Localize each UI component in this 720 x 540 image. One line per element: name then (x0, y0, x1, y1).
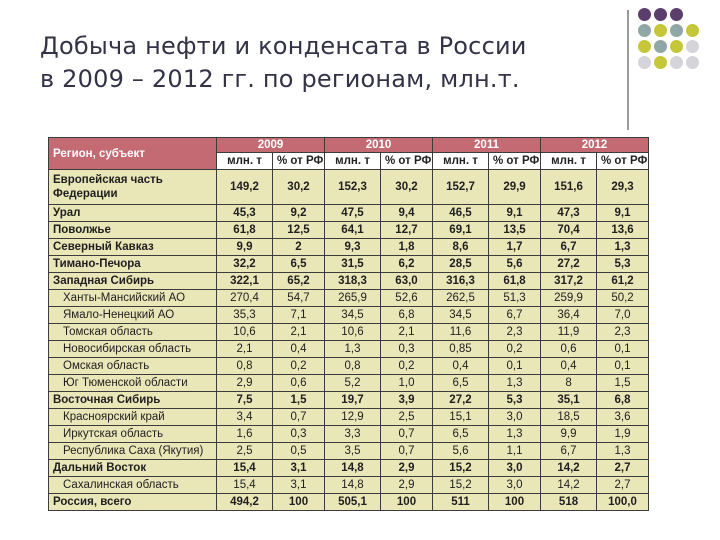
value-mt-cell: 14,2 (541, 460, 597, 477)
value-mt-cell: 31,5 (325, 256, 381, 273)
region-column-header: Регион, субъект (49, 138, 217, 170)
value-pct-cell: 2,9 (381, 477, 433, 494)
value-mt-cell: 259,9 (541, 290, 597, 307)
value-pct-cell: 100 (489, 494, 541, 511)
value-mt-cell: 151,6 (541, 170, 597, 205)
value-pct-cell: 6,8 (597, 392, 649, 409)
table-row (49, 375, 649, 392)
value-pct-cell: 2,7 (597, 460, 649, 477)
value-mt-cell: 19,7 (325, 392, 381, 409)
value-pct-cell: 61,8 (489, 273, 541, 290)
table-row (49, 358, 649, 375)
value-pct-cell: 6,7 (489, 307, 541, 324)
value-mt-cell: 8 (541, 375, 597, 392)
value-mt-cell: 6,5 (433, 375, 489, 392)
value-pct-cell: 9,2 (273, 205, 325, 222)
value-mt-cell: 47,3 (541, 205, 597, 222)
value-mt-cell: 11,9 (541, 324, 597, 341)
table-row (49, 273, 649, 290)
value-mt-cell: 0,85 (433, 341, 489, 358)
value-pct-cell: 2,1 (381, 324, 433, 341)
region-name-cell: Поволжье (49, 222, 217, 239)
table-row (49, 392, 649, 409)
value-pct-cell: 1,3 (597, 239, 649, 256)
value-mt-cell: 14,8 (325, 460, 381, 477)
value-mt-cell: 6,7 (541, 239, 597, 256)
value-mt-cell: 6,7 (541, 443, 597, 460)
value-mt-cell: 46,5 (433, 205, 489, 222)
value-mt-cell: 12,9 (325, 409, 381, 426)
value-mt-cell: 8,6 (433, 239, 489, 256)
region-name-cell: Омская область (49, 358, 217, 375)
region-name-cell: Томская область (49, 324, 217, 341)
region-name-cell: Красноярский край (49, 409, 217, 426)
value-mt-cell: 7,5 (217, 392, 273, 409)
value-mt-cell: 2,5 (217, 443, 273, 460)
value-mt-cell: 10,6 (217, 324, 273, 341)
value-mt-cell: 6,5 (433, 426, 489, 443)
value-pct-cell: 6,5 (273, 256, 325, 273)
value-pct-cell: 1,3 (597, 443, 649, 460)
decor-dot (670, 56, 683, 69)
value-mt-cell: 149,2 (217, 170, 273, 205)
decor-dot (686, 56, 699, 69)
value-pct-cell: 52,6 (381, 290, 433, 307)
value-mt-cell: 152,7 (433, 170, 489, 205)
unit-header-mt: млн. т (541, 153, 597, 170)
value-mt-cell: 14,8 (325, 477, 381, 494)
unit-header-mt: млн. т (325, 153, 381, 170)
value-pct-cell: 0,4 (273, 341, 325, 358)
value-pct-cell: 13,5 (489, 222, 541, 239)
value-mt-cell: 45,3 (217, 205, 273, 222)
decor-dot (654, 40, 667, 53)
value-pct-cell: 0,1 (597, 358, 649, 375)
title-line-1: Добыча нефти и конденсата в России (40, 32, 527, 60)
value-mt-cell: 47,5 (325, 205, 381, 222)
value-mt-cell: 15,2 (433, 477, 489, 494)
value-pct-cell: 2,1 (273, 324, 325, 341)
value-pct-cell: 50,2 (597, 290, 649, 307)
value-mt-cell: 69,1 (433, 222, 489, 239)
slide-title (40, 30, 620, 96)
decor-dot (654, 24, 667, 37)
decor-dot (686, 24, 699, 37)
value-pct-cell: 3,6 (597, 409, 649, 426)
value-mt-cell: 32,2 (217, 256, 273, 273)
value-mt-cell: 3,5 (325, 443, 381, 460)
table-row (49, 170, 649, 205)
region-name-cell: Дальний Восток (49, 460, 217, 477)
value-pct-cell: 7,1 (273, 307, 325, 324)
value-pct-cell: 5,6 (489, 256, 541, 273)
value-pct-cell: 30,2 (273, 170, 325, 205)
value-pct-cell: 0,1 (597, 341, 649, 358)
value-pct-cell: 63,0 (381, 273, 433, 290)
value-pct-cell: 9,1 (597, 205, 649, 222)
value-mt-cell: 27,2 (541, 256, 597, 273)
value-mt-cell: 70,4 (541, 222, 597, 239)
value-mt-cell: 5,6 (433, 443, 489, 460)
value-pct-cell: 100 (381, 494, 433, 511)
value-pct-cell: 1,0 (381, 375, 433, 392)
decor-dot (670, 8, 683, 21)
value-mt-cell: 3,4 (217, 409, 273, 426)
value-pct-cell: 6,2 (381, 256, 433, 273)
table-row (49, 443, 649, 460)
value-mt-cell: 9,9 (541, 426, 597, 443)
value-pct-cell: 30,2 (381, 170, 433, 205)
value-pct-cell: 3,1 (273, 477, 325, 494)
value-pct-cell: 1,9 (597, 426, 649, 443)
value-mt-cell: 34,5 (325, 307, 381, 324)
decor-dot (638, 40, 651, 53)
value-pct-cell: 0,7 (381, 443, 433, 460)
value-pct-cell: 100,0 (597, 494, 649, 511)
unit-header-pct: % от РФ (273, 153, 325, 170)
value-pct-cell: 3,0 (489, 409, 541, 426)
value-pct-cell: 5,3 (489, 392, 541, 409)
value-mt-cell: 511 (433, 494, 489, 511)
region-name-cell: Юг Тюменской области (49, 375, 217, 392)
year-header-2011: 2011 (433, 138, 541, 153)
value-pct-cell: 1,3 (489, 375, 541, 392)
value-pct-cell: 51,3 (489, 290, 541, 307)
table-row (49, 341, 649, 358)
region-name-cell: Ямало-Ненецкий АО (49, 307, 217, 324)
value-pct-cell: 0,2 (489, 341, 541, 358)
value-pct-cell: 0,1 (489, 358, 541, 375)
table-body (49, 170, 649, 511)
value-mt-cell: 36,4 (541, 307, 597, 324)
table-row (49, 222, 649, 239)
table-row (49, 256, 649, 273)
value-pct-cell: 1,5 (273, 392, 325, 409)
value-mt-cell: 2,9 (217, 375, 273, 392)
value-pct-cell: 1,7 (489, 239, 541, 256)
decor-dot (638, 24, 651, 37)
value-mt-cell: 505,1 (325, 494, 381, 511)
value-pct-cell: 6,8 (381, 307, 433, 324)
value-pct-cell: 0,2 (273, 358, 325, 375)
value-mt-cell: 14,2 (541, 477, 597, 494)
value-pct-cell: 5,3 (597, 256, 649, 273)
decor-dot (654, 8, 667, 21)
value-pct-cell: 1,5 (597, 375, 649, 392)
value-mt-cell: 27,2 (433, 392, 489, 409)
value-pct-cell: 100 (273, 494, 325, 511)
value-mt-cell: 3,3 (325, 426, 381, 443)
unit-header-pct: % от РФ (489, 153, 541, 170)
value-mt-cell: 494,2 (217, 494, 273, 511)
value-pct-cell: 1,8 (381, 239, 433, 256)
decor-dot (670, 40, 683, 53)
value-pct-cell: 61,2 (597, 273, 649, 290)
value-pct-cell: 65,2 (273, 273, 325, 290)
decor-dot (638, 8, 651, 21)
table-row (49, 460, 649, 477)
value-mt-cell: 11,6 (433, 324, 489, 341)
value-mt-cell: 9,3 (325, 239, 381, 256)
year-header-2012: 2012 (541, 138, 649, 153)
value-mt-cell: 1,3 (325, 341, 381, 358)
region-name-cell: Европейская часть Федерации (49, 170, 217, 205)
unit-header-pct: % от РФ (597, 153, 649, 170)
value-mt-cell: 0,6 (541, 341, 597, 358)
value-mt-cell: 35,3 (217, 307, 273, 324)
value-mt-cell: 9,9 (217, 239, 273, 256)
value-pct-cell: 3,9 (381, 392, 433, 409)
region-name-cell: Урал (49, 205, 217, 222)
unit-header-pct: % от РФ (381, 153, 433, 170)
region-name-cell: Сахалинская область (49, 477, 217, 494)
value-mt-cell: 15,4 (217, 460, 273, 477)
value-pct-cell: 7,0 (597, 307, 649, 324)
unit-header-mt: млн. т (217, 153, 273, 170)
value-mt-cell: 316,3 (433, 273, 489, 290)
value-pct-cell: 2 (273, 239, 325, 256)
decor-dot (670, 24, 683, 37)
value-mt-cell: 18,5 (541, 409, 597, 426)
value-pct-cell: 12,5 (273, 222, 325, 239)
value-pct-cell: 54,7 (273, 290, 325, 307)
value-mt-cell: 10,6 (325, 324, 381, 341)
region-name-cell: Тимано-Печора (49, 256, 217, 273)
value-pct-cell: 2,5 (381, 409, 433, 426)
value-pct-cell: 29,3 (597, 170, 649, 205)
title-line-2: в 2009 – 2012 гг. по регионам, млн.т. (40, 65, 520, 93)
value-pct-cell: 0,5 (273, 443, 325, 460)
value-pct-cell: 0,2 (381, 358, 433, 375)
value-mt-cell: 265,9 (325, 290, 381, 307)
decor-dot (638, 56, 651, 69)
value-pct-cell: 29,9 (489, 170, 541, 205)
value-mt-cell: 0,4 (541, 358, 597, 375)
value-mt-cell: 1,6 (217, 426, 273, 443)
value-pct-cell: 2,3 (597, 324, 649, 341)
decorative-dot-grid (638, 8, 700, 70)
value-mt-cell: 0,4 (433, 358, 489, 375)
value-mt-cell: 322,1 (217, 273, 273, 290)
value-pct-cell: 1,3 (489, 426, 541, 443)
unit-header-mt: млн. т (433, 153, 489, 170)
region-name-cell: Ханты-Мансийский АО (49, 290, 217, 307)
value-mt-cell: 317,2 (541, 273, 597, 290)
value-mt-cell: 0,8 (217, 358, 273, 375)
region-name-cell: Иркутская область (49, 426, 217, 443)
value-pct-cell: 2,7 (597, 477, 649, 494)
table-row (49, 307, 649, 324)
value-pct-cell: 9,4 (381, 205, 433, 222)
region-name-cell: Россия, всего (49, 494, 217, 511)
decorative-divider (627, 10, 629, 130)
value-mt-cell: 262,5 (433, 290, 489, 307)
decor-dot (654, 56, 667, 69)
value-mt-cell: 270,4 (217, 290, 273, 307)
value-mt-cell: 15,2 (433, 460, 489, 477)
value-mt-cell: 5,2 (325, 375, 381, 392)
value-mt-cell: 518 (541, 494, 597, 511)
value-mt-cell: 15,1 (433, 409, 489, 426)
value-pct-cell: 0,7 (381, 426, 433, 443)
decor-dot (686, 40, 699, 53)
decor-dot (686, 8, 699, 21)
value-mt-cell: 318,3 (325, 273, 381, 290)
value-mt-cell: 28,5 (433, 256, 489, 273)
value-pct-cell: 2,9 (381, 460, 433, 477)
region-name-cell: Западная Сибирь (49, 273, 217, 290)
oil-production-table (48, 137, 649, 511)
region-name-cell: Республика Саха (Якутия) (49, 443, 217, 460)
region-name-cell: Северный Кавказ (49, 239, 217, 256)
value-pct-cell: 9,1 (489, 205, 541, 222)
value-pct-cell: 3,0 (489, 477, 541, 494)
value-pct-cell: 0,3 (273, 426, 325, 443)
value-mt-cell: 34,5 (433, 307, 489, 324)
year-header-2010: 2010 (325, 138, 433, 153)
value-pct-cell: 0,3 (381, 341, 433, 358)
value-pct-cell: 3,1 (273, 460, 325, 477)
value-pct-cell: 12,7 (381, 222, 433, 239)
table-row (49, 324, 649, 341)
value-mt-cell: 61,8 (217, 222, 273, 239)
value-pct-cell: 2,3 (489, 324, 541, 341)
value-mt-cell: 15,4 (217, 477, 273, 494)
region-name-cell: Восточная Сибирь (49, 392, 217, 409)
region-name-cell: Новосибирская область (49, 341, 217, 358)
value-mt-cell: 2,1 (217, 341, 273, 358)
table-row (49, 477, 649, 494)
value-pct-cell: 13,6 (597, 222, 649, 239)
table-row (49, 239, 649, 256)
value-pct-cell: 3,0 (489, 460, 541, 477)
table-row (49, 290, 649, 307)
table-row (49, 205, 649, 222)
value-mt-cell: 152,3 (325, 170, 381, 205)
value-pct-cell: 0,6 (273, 375, 325, 392)
table-row (49, 409, 649, 426)
year-header-2009: 2009 (217, 138, 325, 153)
value-mt-cell: 35,1 (541, 392, 597, 409)
value-mt-cell: 64,1 (325, 222, 381, 239)
value-pct-cell: 0,7 (273, 409, 325, 426)
table-row (49, 494, 649, 511)
table-row (49, 426, 649, 443)
value-pct-cell: 1,1 (489, 443, 541, 460)
value-mt-cell: 0,8 (325, 358, 381, 375)
